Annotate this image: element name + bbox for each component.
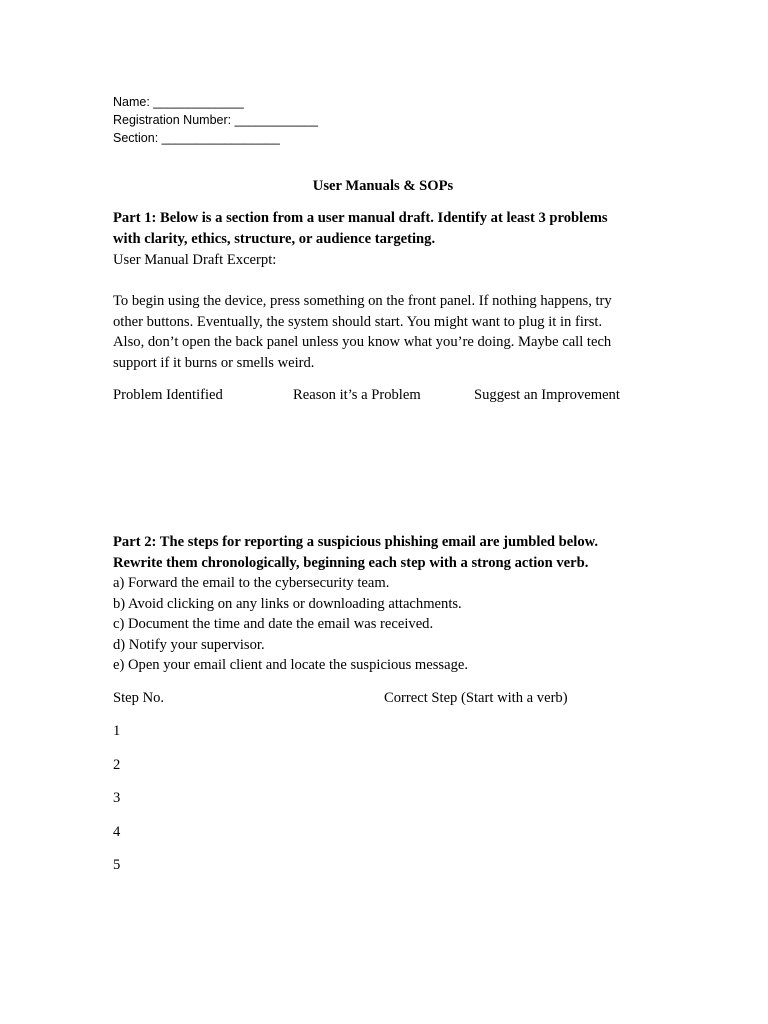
part1-header-problem: Problem Identified (113, 387, 223, 403)
excerpt-line: To begin using the device, press something on the front panel. If nothing happens, try (113, 293, 612, 309)
excerpt-line: other buttons. Eventually, the system should start. You might want to plug it in first. (113, 313, 603, 330)
jumbled-step-item: c) Document the time and date the email was received. (113, 616, 434, 632)
part2-instruction-line1: Part 2: The steps for reporting a suspicious phishing email are jumbled below. (113, 534, 599, 550)
step-number: 3 (113, 790, 121, 806)
jumbled-step-item: b) Avoid clicking on any links or downloading attachments. (113, 595, 462, 612)
excerpt-label: User Manual Draft Excerpt: (113, 252, 277, 268)
jumbled-step-item: a) Forward the email to the cybersecurity team. (113, 575, 390, 591)
step-number: 1 (113, 723, 121, 739)
part2-instruction-line2: Rewrite them chronologically, beginning each step with a strong action verb. (113, 554, 589, 571)
jumbled-step-item: d) Notify your supervisor. (113, 636, 265, 653)
section-field-label: Section: _________________ (113, 131, 280, 145)
excerpt-line: support if it burns or smells weird. (113, 354, 315, 371)
part1-header-improvement: Suggest an Improvement (474, 387, 620, 403)
part2-header-step-no: Step No. (113, 690, 165, 706)
step-number: 5 (113, 857, 121, 873)
step-number: 4 (113, 823, 121, 840)
part1-header-reason: Reason it’s a Problem (293, 387, 421, 403)
registration-field-label: Registration Number: ____________ (113, 113, 318, 127)
part1-instruction-line2: with clarity, ethics, structure, or audience targeting. (113, 231, 436, 247)
excerpt-line: Also, don’t open the back panel unless you know what you’re doing. Maybe call tech (113, 334, 612, 350)
name-field-label: Name: _____________ (113, 95, 244, 109)
part2-header-correct-step: Correct Step (Start with a verb) (384, 690, 568, 706)
document-title: User Manuals & SOPs (312, 178, 454, 194)
jumbled-step-item: e) Open your email client and locate the suspicious message. (113, 657, 469, 673)
step-number: 2 (113, 756, 121, 773)
part1-instruction-line1: Part 1: Below is a section from a user manual draft. Identify at least 3 problems (113, 210, 608, 226)
